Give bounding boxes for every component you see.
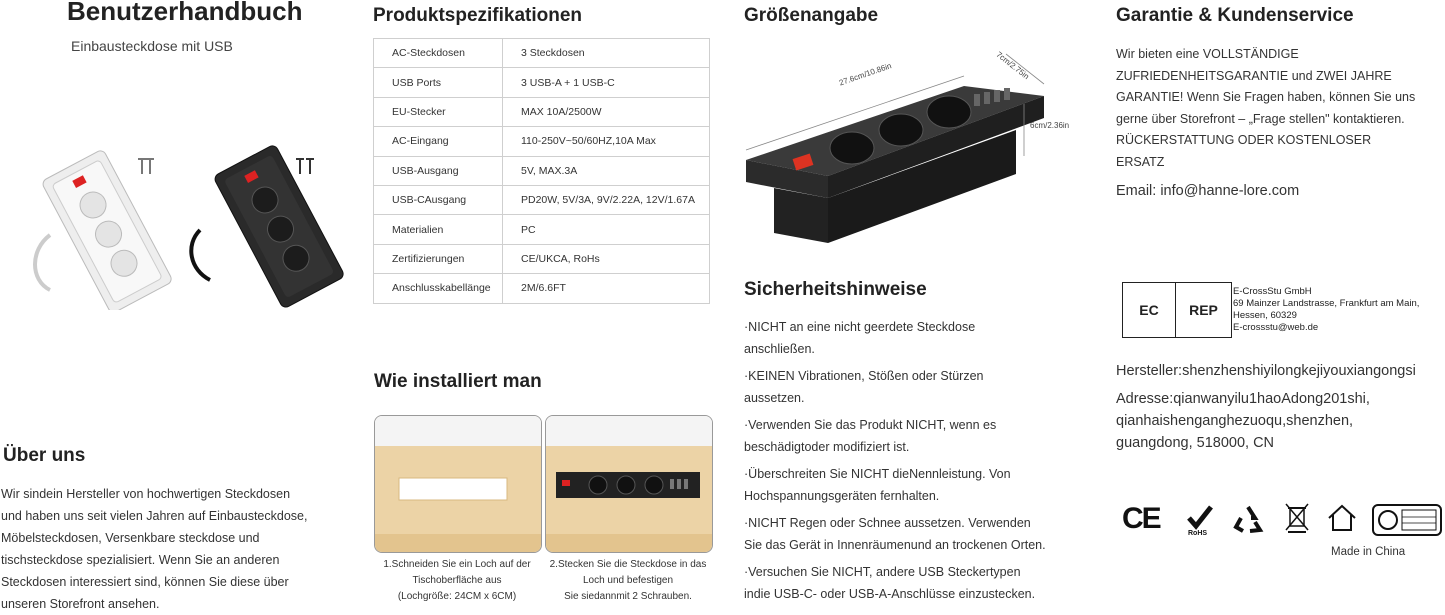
step2-line: Loch und befestigen (582, 575, 674, 586)
spec-value: 5V, MAX.3A (503, 156, 710, 185)
certification-symbols (1122, 502, 1442, 536)
address-line: Adresse:qianwanyilu1haoAdong201shi, (1116, 391, 1370, 407)
safety-item (744, 317, 1084, 360)
spec-row (374, 215, 710, 244)
spec-row (374, 39, 710, 68)
spec-value: 3 Steckdosen (503, 39, 710, 68)
manufacturer-address (1116, 388, 1370, 454)
safety-line: ·NICHT Regen oder Schnee aussetzen. Verwenden (744, 516, 1031, 530)
step1-line: (Lochgröße: 24CM x 6CM) (397, 591, 517, 602)
warranty-line: Wir bieten eine VOLLSTÄNDIGE (1116, 47, 1299, 61)
safety-line: anschließen. (744, 341, 815, 356)
spec-value: 3 USB-A + 1 USB-C (503, 68, 710, 97)
spec-label: AC-Eingang (374, 127, 503, 156)
rohs-text: RoHS (1188, 530, 1208, 536)
safety-line: indie USB-C- oder USB-A-Anschlüsse einzustecken. (744, 586, 1036, 601)
safety-line: ·KEINEN Vibrationen, Stößen oder Stürzen (744, 369, 984, 383)
address-line: qianhaishenganghezuoqu,shenzhen, (1116, 413, 1354, 429)
safety-line: aussetzen. (744, 390, 805, 405)
rep-label: REP (1189, 302, 1218, 318)
about-line: Steckdosen interessiert sind, können Sie diese über (1, 575, 289, 589)
install-step1-image (374, 415, 542, 553)
warranty-line: GARANTIE! Wenn Sie Fragen haben, können Sie uns (1116, 90, 1416, 104)
warranty-line: RÜCKERSTATTUNG ODER KOSTENLOSER (1116, 133, 1372, 147)
install-step2-caption (545, 557, 711, 605)
ec-rep-box (1122, 282, 1232, 338)
step2-line: Sie siedannmit 2 Schrauben. (564, 591, 692, 602)
ec-rep-address (1233, 286, 1419, 334)
about-line: tischsteckdose spezialisiert. Wenn Sie an anderen (1, 553, 280, 567)
spec-label: AC-Steckdosen (374, 39, 503, 68)
about-heading: Über uns (3, 445, 86, 466)
install-heading: Wie installiert man (374, 371, 542, 392)
spec-value: MAX 10A/2500W (503, 97, 710, 126)
safety-item (744, 562, 1084, 605)
triman-icon (1372, 504, 1442, 536)
spec-label: USB-CAusgang (374, 185, 503, 214)
warranty-heading: Garantie & Kundenservice (1116, 5, 1354, 26)
spec-value: CE/UKCA, RoHs (503, 244, 710, 273)
safety-line: ·Überschreiten Sie NICHT dieNennleistung. Von (744, 467, 1011, 481)
dim-length-label: 27.6cm/10.86in (838, 61, 893, 88)
install-step2-image (545, 415, 713, 553)
recycle-icon (1232, 504, 1264, 534)
spec-row (374, 97, 710, 126)
indoor-use-house-icon (1326, 504, 1358, 532)
safety-item (744, 513, 1084, 556)
ec-label: EC (1123, 283, 1176, 337)
manufacturer: Hersteller:shenzhenshiyilongkejiyouxiangongsi (1116, 363, 1416, 379)
about-line: Wir sindein Hersteller von hochwertigen Steckdosen (1, 487, 291, 501)
spec-heading: Produktspezifikationen (373, 5, 583, 26)
made-in-label: Made in China (1331, 546, 1406, 558)
about-line: unseren Storefront ansehen. (1, 597, 160, 611)
spec-row (374, 185, 710, 214)
warranty-line: ZUFRIEDENHEITSGARANTIE und ZWEI JAHRE (1116, 68, 1392, 83)
spec-label: USB Ports (374, 68, 503, 97)
safety-item (744, 366, 1084, 409)
spec-value: PD20W, 5V/3A, 9V/2.22A, 12V/1.67A (503, 185, 710, 214)
about-text (1, 483, 351, 615)
dim-height-label: 6cm/2.36in (1030, 121, 1070, 130)
spec-row (374, 68, 710, 97)
safety-line: Hochspannungsgeräten fernhalten. (744, 488, 940, 503)
spec-value: 2M/6.6FT (503, 274, 710, 303)
rep-address-line: 69 Mainzer Landstrasse, Frankfurt am Main, (1233, 298, 1420, 309)
rep-address-line: E-crossstu@web.de (1233, 322, 1319, 333)
warranty-text (1116, 44, 1441, 173)
safety-line: ·NICHT an eine nicht geerdete Steckdose (744, 320, 976, 334)
safety-line: beschädigtoder modifiziert ist. (744, 439, 910, 454)
size-diagram (744, 48, 1079, 248)
weee-bin-icon (1284, 502, 1310, 534)
about-line: und haben uns seit vielen Jahren auf Einbausteckdose, (1, 509, 308, 523)
safety-line: ·Verwenden Sie das Produkt NICHT, wenn es (744, 418, 997, 432)
safety-item (744, 415, 1084, 458)
rep-address-line: E-CrossStu GmbH (1233, 286, 1312, 297)
spec-label: USB-Ausgang (374, 156, 503, 185)
safety-heading: Sicherheitshinweise (744, 279, 927, 300)
spec-row (374, 156, 710, 185)
ce-mark-icon: CE (1122, 502, 1160, 535)
contact-email[interactable]: Email: info@hanne-lore.com (1116, 183, 1300, 199)
spec-value: 110-250V~50/60HZ,10A Max (503, 127, 710, 156)
manual-subtitle: Einbausteckdose mit USB (71, 38, 233, 54)
spec-label: EU-Stecker (374, 97, 503, 126)
step1-line: Tischoberfläche aus (412, 575, 502, 586)
warranty-line: gerne über Storefront – „Frage stellen" kontaktieren. (1116, 111, 1405, 126)
step1-line: 1.Schneiden Sie ein Loch auf der (383, 559, 531, 570)
product-image (10, 140, 350, 310)
warranty-line: ERSATZ (1116, 154, 1165, 169)
about-line: Möbelsteckdosen, Versenkbare steckdose und (1, 531, 260, 545)
size-heading: Größenangabe (744, 5, 879, 26)
step2-line: 2.Stecken Sie die Steckdose in das (549, 559, 707, 570)
safety-item (744, 464, 1084, 507)
spec-row (374, 127, 710, 156)
safety-line: ·Versuchen Sie NICHT, andere USB Steckertypen (744, 565, 1021, 579)
dim-width-label: 7cm/2.75in (994, 50, 1031, 82)
safety-list (744, 317, 1084, 611)
rohs-icon (1185, 504, 1215, 536)
spec-row (374, 244, 710, 273)
safety-line: Sie das Gerät in Innenräumenund an trockenen Orten. (744, 537, 1046, 552)
install-step1-caption (374, 557, 540, 605)
spec-row (374, 274, 710, 303)
spec-label: Zertifizierungen (374, 244, 503, 273)
spec-table (373, 38, 710, 304)
rep-address-line: Hessen, 60329 (1233, 310, 1297, 321)
spec-label: Anschlusskabellänge (374, 274, 503, 303)
spec-label: Materialien (374, 215, 503, 244)
address-line: guangdong, 518000, CN (1116, 435, 1275, 451)
manual-title: Benutzerhandbuch (67, 0, 303, 26)
spec-value: PC (503, 215, 710, 244)
